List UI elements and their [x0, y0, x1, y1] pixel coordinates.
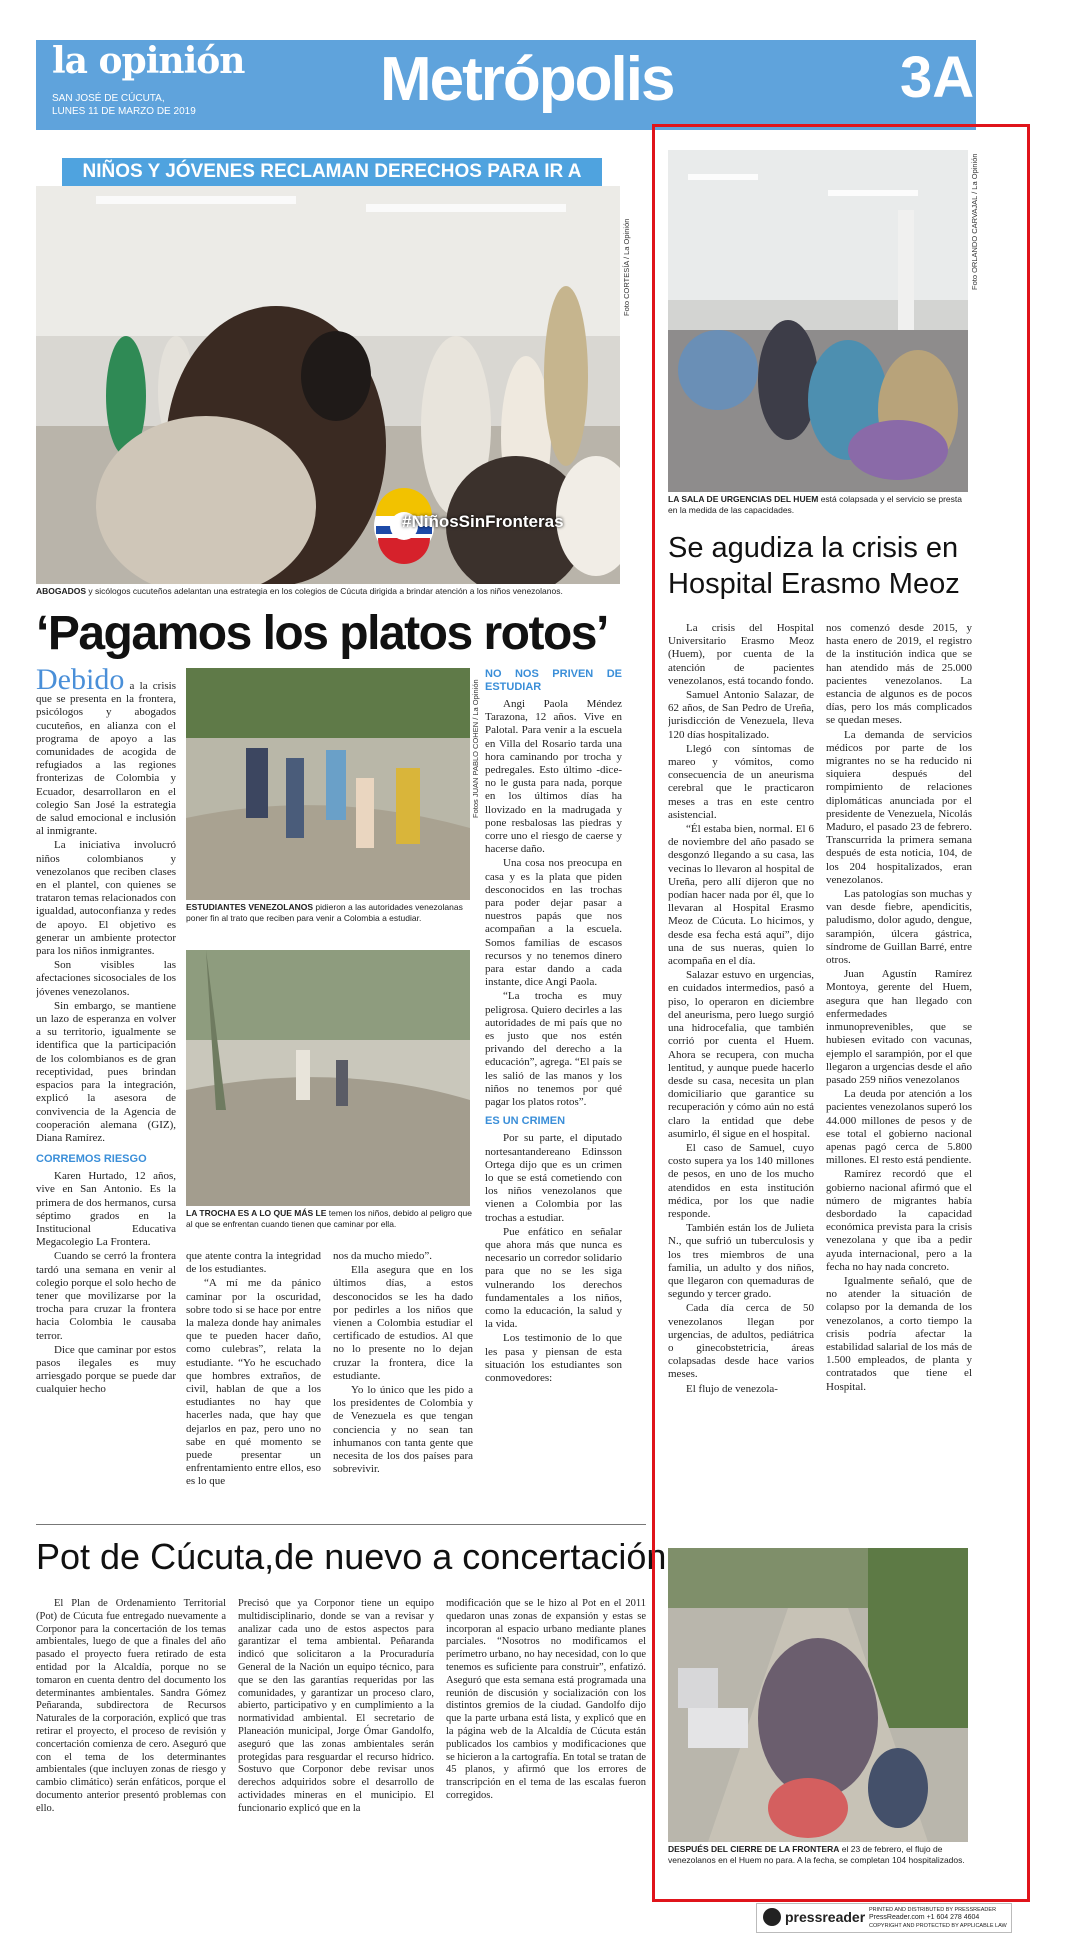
pressreader-footer[interactable] — [756, 1903, 1012, 1933]
subheading: NO NOS PRIVEN DE ESTUDIAR — [485, 668, 622, 693]
paragraph: Angi Paola Méndez Tarazona, 12 años. Vive en Palotal. Para venir a la escuela en Villa del Rosario tarda una hora caminando por trocha y pedregales. Esto último -dice- no le gusta para nada, porque en los últimos días ha llovizado en la madrugada y pone resbalosas las piedras y corre uno el riesgo de caerse y hacerse daño. — [485, 698, 622, 856]
caption-lead: DESPUÉS DEL CIERRE DE LA FRONTERA — [668, 1844, 840, 1854]
hashtag: #NiñosSinFronteras — [402, 512, 564, 531]
paragraph: que atente contra la integridad de los estudiantes. — [186, 1250, 321, 1276]
caption-lead: LA TROCHA ES A LO QUE MÁS LE — [186, 1208, 327, 1218]
paragraph: Igualmente señaló, que de no atender la situación de colapso por la demanda de los venezolanos, a corto tiempo la crisis podría afectar la estabilidad salarial de los más de 1.500 empleados, de planta y contratados que tiene el Hospital. — [826, 1274, 972, 1393]
section-title: Metrópolis — [380, 45, 674, 114]
paragraph: El flujo de venezola- — [686, 1382, 778, 1395]
pressreader-logo-icon — [763, 1908, 781, 1926]
photo2-caption — [186, 902, 476, 924]
paragraph: Samuel Antonio Salazar, de 62 años, de San Pedro de Ureña, jurisdicción de Venezuela, lleva 120 días hospitalizado. — [668, 689, 814, 741]
hospital-headline: Se agudiza la crisis en Hospital Erasmo Meoz — [668, 532, 960, 600]
caption-text: el 23 de febrero, el flujo de venezolanos en el Huem no para. A la fecha, se completan 104 hospitalizados. — [668, 1844, 965, 1865]
paragraph: Juan Agustín Ramírez Montoya, gerente del Huem, asegura que han llegado con enfermedades inmunoprevenibles, que se hubiesen evitado con vacunas, ejemplo el sarampión, por el que llegaron a urgencias desde el año pasado 259 niños venezolanos — [826, 968, 972, 1086]
paragraph: Pue enfático en señalar que ahora más que nunca es necesario un corredor solidario para que no se les siga vulnerando los derechos fundamentales a los niños, como la educación, la salud y la vida. — [485, 1225, 622, 1331]
photo-credit: Fotos JUAN PABLO COHEN / La Opinión — [471, 679, 480, 818]
pot-column-2 — [238, 1598, 434, 1898]
pressreader-brand: pressreader — [785, 1909, 866, 1925]
paragraph: Dice que caminar por estos pasos ilegales es muy arriesgado porque se puede dar cualquier hecho — [36, 1343, 176, 1396]
paragraph: Karen Hurtado, 12 años, vive en San Antonio. Es la primera de dos hermanos, cursa séptimo grados en la Institucional Educativa Megacolegio La Frontera. — [36, 1170, 176, 1249]
article-column-4 — [485, 668, 622, 1500]
paragraph: Precisó que ya Corponor tiene un equipo multidisciplinario, donde se van a revisar y analizar cada uno de estos aspectos para garantizar el tema ambiental. Peñaranda indicó que solicitaron a la Procuraduría General de la Nación un equipo técnico, para que se den las garantías requeridas por las comunidades, y garantizar un proceso claro, abierto, participativo y en cumplimiento a la normatividad ambiental. El secretario de Planeación municipal, Jorge Ómar Gandolfo, aseguró que las zonas ambientales serán protegidas para resguardar el recurso hídrico. Sostuvo que Corponor debe revisar unos derechos adquiridos sobre el desarrollo de actividades mineras en el municipio. El funcionario explicó que en la — [238, 1598, 434, 1814]
caption-lead: ABOGADOS — [36, 586, 87, 596]
article-column-2 — [186, 1250, 321, 1500]
paragraph: Yo lo único que les pido a los presidentes de Colombia y de Venezuela es que tengan conciencia y no sean tan inhumanos con tanta gente que necesita de los dos países para sobrevivir. — [333, 1384, 473, 1476]
paragraph: La demanda de servicios médicos por parte de los migrantes no se ha reducido ni siquiera después del rompimiento de relaciones diplomáticas anunciada por el presidente de Venezuela, Nicolás Maduro, el pasado 23 de febrero. Transcurrida la primera semana después de esta noticia, 104, de los 204 hospitalizados, eran venezolanos. — [826, 728, 972, 886]
pot-column-1 — [36, 1598, 226, 1898]
footer-line: PressReader.com +1 604 278 4604 — [869, 1914, 980, 1921]
emergency-photo-caption — [668, 494, 972, 516]
paragraph: La deuda por atención a los pacientes venezolanos superó los 44.000 millones de pesos y de ese total el gobierno nacional apenas pagó cerca de 5.800 millones. El resto está pendiente. — [826, 1088, 972, 1167]
paragraph: Ella asegura que en los últimos días, a estos desconocidos se les ha dado por pedirles a los niños que vienen a Colombia estudiar el certificado de estudios. Al que no lo presente no lo dejan cruzar la frontera, dice la estudiante. — [333, 1264, 473, 1382]
photo3-caption — [186, 1208, 476, 1230]
photo-credit: Foto CORTESÍA / La Opinión — [622, 218, 631, 316]
section-divider — [36, 1524, 646, 1525]
paragraph: modificación que se le hizo al Pot en el 2011 quedaron unas zonas de expansión y estas se incorporan al espacio urbano mediante planes parciales. “Nosotros no modificamos el perímetro urbano, no hay necesidad, con lo que tenemos es suficiente para construir”, enfatizó. Aseguró que esta semana está programada una reunión de discusión y socialización con los distintos gremios de la ciudad. Gandolfo dijo que la parte urbana está lista, y explicó que en la página web de la Alcaldía de Cúcuta están publicados los cambios y modificaciones que se hicieron a la cartografía. En total se tratan de 45 planos, y afirmó que los errores de transcripción en el tema de las escalas fueron corregidos. — [446, 1598, 646, 1801]
top-photo-caption — [36, 586, 620, 597]
photo-border-crowd — [668, 1548, 968, 1842]
paragraph: El Plan de Ordenamiento Territorial (Pot) de Cúcuta fue entregado nuevamente a Corponor para la concertación de los temas ambientales, luego de que a finales del año pasado el proyecto fuera retirado de esta entidad por la Alcaldía, porque no se tomaron en cuenta dentro del documento los determinantes ambientales. Sandra Gómez Peñaranda, subdirectora de Recursos Naturales de la corporación, explicó que tras retirar el proyecto, el proceso de revisión y concertación comienza de cero. Aseguró que con el tema de los determinantes ambientales (que incluyen zonas de riesgo y cambio climático) serán enfáticos, porque el documento anterior presentó problemas con ello. — [36, 1598, 226, 1814]
photo-emergency-room — [668, 150, 968, 492]
paragraph: La crisis del Hospital Universitario Erasmo Meoz (Huem), por cuenta de la atención de pacientes venezolanos, está tocando fondo. — [668, 622, 814, 687]
caption-text: temen los niños, debido al peligro que al que se enfrentan cuando tienen que caminar por ella. — [186, 1208, 472, 1229]
main-headline: ‘Pagamos los platos rotos’ — [36, 607, 608, 660]
caption-lead: ESTUDIANTES VENEZOLANOS — [186, 902, 314, 912]
issue-date: SAN JOSÉ DE CÚCUTA, LUNES 11 DE MARZO DE 2019 — [52, 93, 196, 117]
page-number: 3A — [900, 45, 975, 110]
paragraph: a la crisis que se presenta en la frontera, psicólogos y abogados cucuteños, en alianza con el programa de apoyo a las comunidades de acogida de refugiados a las regiones fronterizas de Colombia y Ecuador, desarrollaron en el colegio San José la estrategia de salud emocional e inclusión al inmigrante. — [36, 680, 176, 838]
paragraph: “Él estaba bien, normal. El 6 de noviembre del año pasado se desgonzó llegando a su casa, las vecinas lo llevaron al hospital de Ureña, pero allí dijeron que no podían hacer nada por él, que lo llevaran al Hospital Erasmo Meoz de Cúcuta. Lo hicimos, y desde esa fecha está aquí”, dijo una de sus nueras, quien lo acompaña en el día. — [668, 823, 814, 968]
paragraph: Cada día cerca de 50 venezolanos llegan por urgencias, de adultos, pediátrica o ginecobstetricia, áreas colapsadas desde hace varios meses. — [668, 1302, 814, 1381]
article-column-1 — [36, 668, 176, 1498]
footer-line: COPYRIGHT AND PROTECTED BY APPLICABLE LAW — [869, 1923, 1007, 1929]
topic-banner: NIÑOS Y JÓVENES RECLAMAN DERECHOS PARA IR A — [62, 158, 602, 186]
paragraph: El caso de Samuel, cuyo costo supera ya los 140 millones de pesos, en uno de los mucho atendidos en esta institución médica, por los que nadie responde. — [668, 1141, 814, 1220]
caption-text: está colapsada y el servicio se presta en la medida de las capacidades. — [668, 494, 962, 515]
paragraph: Cuando se cerró la frontera tardó una semana en venir al colegio porque el solo hecho de tener que movilizarse por la trocha para cruzar la frontera hacia Colombia le causaba terror. — [36, 1250, 176, 1342]
footer-line: PRINTED AND DISTRIBUTED BY PRESSREADER — [869, 1907, 997, 1913]
paragraph: También están los de Julieta N., que sufrió un tuberculosis y los tres miembros de una familia, un adulto y dos niños, que llegaron con quemaduras de segundo y tercer grado. — [668, 1222, 814, 1301]
paragraph: Las patologías son muchas y van desde fiebre, apendicitis, paludismo, dolor agudo, dengue, sarampión, úlcera gástrica, síndrome de Guillan Barré, entre otros. — [826, 888, 972, 967]
photo-students-crossing — [186, 668, 470, 900]
paragraph: “La trocha es muy peligrosa. Quiero decirles a las autoridades de mi país que no es justo que nos estén privando del derecho a la educación”, agrega. “El país se les salió de las manos y los niños no tenemos por qué pagar los platos rotos”. — [485, 990, 622, 1109]
newspaper-logo: la opinión — [52, 40, 245, 82]
article-column-3 — [333, 1250, 473, 1500]
paragraph: Por su parte, el diputado nortesantandereano Edinsson Ortega dijo que es un crimen lo que se está cometiendo con los niños venezolanos que vienen a Colombia por las trochas a estudiar. — [485, 1132, 622, 1224]
paragraph: La iniciativa involucró niños colombianos y venezolanos que reciben clases en el plantel, con quienes se trataron temas relacionados con igualdad, autoconfianza y redes de apoyo. El objetivo es generar un ambiente protector para los niños inmigrantes. — [36, 839, 176, 958]
caption-lead: LA SALA DE URGENCIAS DEL HUEM — [668, 494, 819, 504]
paragraph: Ramírez recordó que el gobierno nacional afirmó que el número de migrantes había desbordado la capacidad económica prevista para la crisis venezolana y que iba a pedir ayuda internacional, pero a la fecha no hay nada concreto. — [826, 1168, 972, 1273]
paragraph: Una cosa nos preocupa en casa y es la plata que piden desconocidos en las trochas para poder dejar pasar a nuestros papás que nos acompañan a la escuela. Somos familias de escasos recursos y no tenemos dinero para estar dando a cada instante, dice Angi Paola. — [485, 857, 622, 989]
paragraph: Son visibles las afectaciones sicosociales de los jóvenes venezolanos. — [36, 959, 176, 998]
lead-word: Debido — [36, 668, 125, 696]
photo-trocha — [186, 950, 470, 1206]
pot-headline: Pot de Cúcuta,de nuevo a concertación — [36, 1536, 667, 1577]
hospital-column-1 — [668, 622, 814, 1540]
paragraph: “A mí me da pánico caminar por la oscuridad, sobre todo si se hace por entre la maleza donde hay animales que te pueden hacer daño, como culebras”, relata la estudiante. “Yo he escuchado que hombres extraños, de civil, hablan de que a los estudiantes no hay que hacerles nada, que hay que dejarlos en paz, pero uno no sabe en qué momento se puede presentar un enfrentamiento entre ellos, eso es lo que — [186, 1277, 321, 1488]
photo-credit: Foto ORLANDO CARVAJAL / La Opinión — [970, 153, 979, 290]
paragraph: Salazar estuvo en urgencias, en cuidados intermedios, pasó a piso, lo operaron en diciembre del aneurisma, pero luego surgió una hidrocefalia, que también corrió por cuenta el Huem. Ahora se recupera, con mucha lentitud, y aunque puede hacerlo desde su casa, necesita un plan domiciliario que garantice su recuperación y cómo aún no está claro la entidad que debe asumirlo, él sigue en el hospital. — [668, 969, 814, 1140]
border-photo-caption — [668, 1844, 972, 1866]
paragraph: nos comenzó desde 2015, y hasta enero de 2019, el registro de la institución indica que se han atendido más de 25.000 pacientes venezolanos. La estancia de algunos es de pocos días, pero los más complicados se quedan meses. — [826, 622, 972, 727]
caption-text: pidieron a las autoridades venezolanas poner fin al trato que reciben para venir a Colombia a estudiar. — [186, 902, 463, 923]
hospital-column-2 — [826, 622, 972, 1540]
paragraph: Sin embargo, se mantiene un lazo de esperanza en volver a su territorio, igualmente se identifica que la participación de los colombianos es de gran receptividad, pues brindan espacios para la integración, explicó la asesora de convivencia de la Agencia de cooperación alemana (GIZ), Diana Ramírez. — [36, 999, 176, 1144]
paragraph: Los testimonio de lo que les pasa y piensan de esta situación los estudiantes son conmovedores: — [485, 1332, 622, 1384]
subheading: CORREMOS RIESGO — [36, 1153, 147, 1166]
paragraph: Llegó con síntomas de mareo y vómitos, como consecuencia de un aneurisma cerebral que le practicaron meses a tras en este centro asistencial. — [668, 742, 814, 821]
pot-column-3 — [446, 1598, 646, 1898]
pressreader-notice — [869, 1906, 1007, 1930]
paragraph: nos da mucho miedo”. — [333, 1250, 432, 1262]
caption-text: y sicólogos cucuteños adelantan una estrategia en los colegios de Cúcuta dirigida a brindar atención a los niños venezolanos. — [86, 586, 563, 596]
subheading: ES UN CRIMEN — [485, 1115, 566, 1128]
